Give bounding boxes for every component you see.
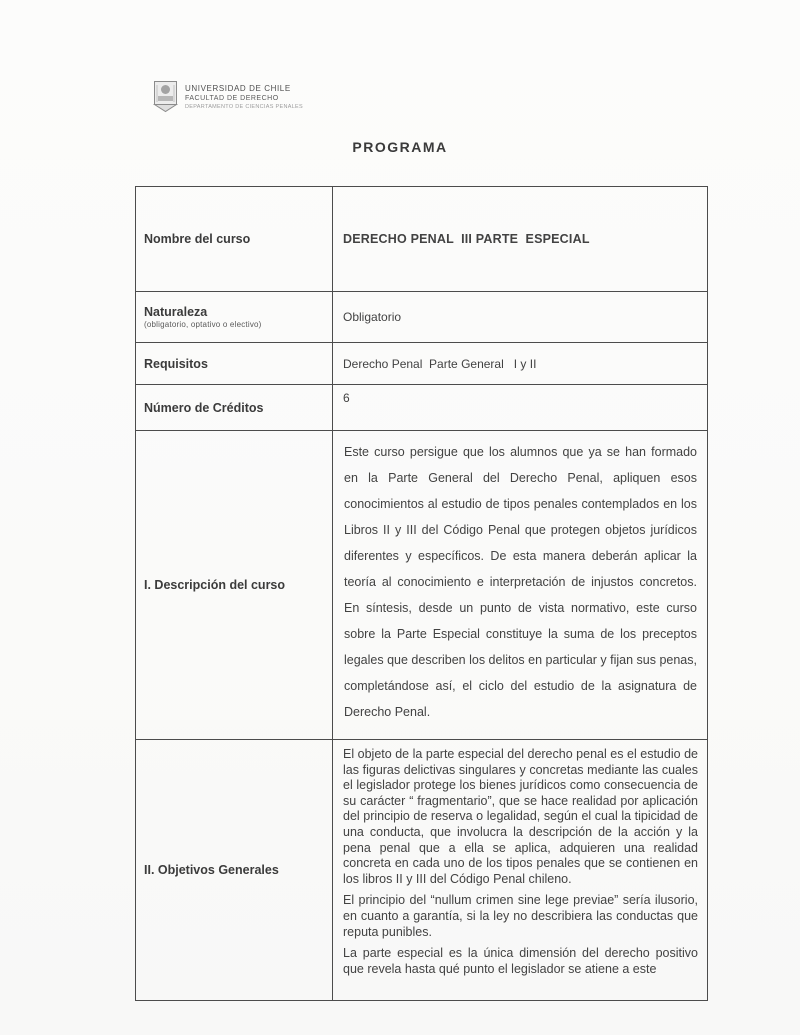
letterhead-faculty: FACULTAD DE DERECHO [185, 95, 279, 102]
row-label-nombre-text: Nombre del curso [144, 232, 251, 246]
row-label-naturaleza-text: Naturaleza [144, 305, 208, 319]
row-value-creditos: 6 [333, 385, 708, 431]
table-row-creditos [136, 385, 708, 431]
row-value-descripcion: Este curso persigue que los alumnos que ya se han formado en la Parte General del Derecho Penal, apliquen esos conocimientos al estudio de tipos penales contemplados en los Libros II y III del Código Penal que protegen objetos jurídicos diferentes y específicos. De esta manera deberán aplicar la teoría al conocimiento e interpretación de injustos concretos. En síntesis, desde un punto de vista normativo, este curso sobre la Parte Especial constituye la suma de los preceptos legales que describen los delitos en particular y fijan sus penas, completándose así, el ciclo del estudio de la asignatura de Derecho Penal. [333, 431, 708, 740]
table-row-objetivos [136, 740, 708, 1001]
objetivos-paragraph: La parte especial es la única dimensión del derecho positivo que revela hasta qué punto el legislador se atiene a este [343, 946, 698, 976]
row-label-naturaleza-sublabel: (obligatorio, optativo o electivo) [144, 320, 262, 329]
row-label-descripcion-text: I. Descripción del curso [144, 578, 286, 592]
letterhead-department: DEPARTAMENTO DE CIENCIAS PENALES [185, 104, 303, 110]
table-row-nombre [136, 187, 708, 292]
objetivos-paragraph: El principio del “nullum crimen sine lege previae” sería ilusorio, en cuanto a garantía, si la ley no describiera las conductas que reputa punibles. [343, 893, 698, 939]
program-table [135, 186, 708, 1001]
row-value-nombre: DERECHO PENAL III PARTE ESPECIAL [333, 187, 708, 292]
letterhead-university: UNIVERSIDAD DE CHILE [185, 84, 291, 93]
university-crest-icon [153, 80, 178, 118]
letterhead-text [185, 80, 303, 110]
row-value-requisitos: Derecho Penal Parte General I y II [333, 343, 708, 385]
letterhead [153, 80, 303, 118]
row-label-naturaleza [136, 292, 333, 343]
row-label-objetivos-text: II. Objetivos Generales [144, 863, 279, 877]
row-label-descripcion [136, 431, 333, 740]
row-label-creditos-text: Número de Créditos [144, 400, 264, 415]
row-value-objetivos [333, 740, 708, 1001]
row-label-requisitos [136, 343, 333, 385]
document-title: PROGRAMA [352, 139, 448, 155]
row-value-naturaleza: Obligatorio [333, 292, 708, 343]
table-row-requisitos [136, 343, 708, 385]
row-label-nombre [136, 187, 333, 292]
table-row-descripcion [136, 431, 708, 740]
objetivos-paragraph: El objeto de la parte especial del derecho penal es el estudio de las figuras delictivas singulares y concretas mediante las cuales el legislador protege los bienes jurídicos como consecuencia de su carácter “ fragmentario”, que se hace realidad por aplicación del principio de reserva o legalidad, según el cual la tipicidad de una conducta, que involucra la descripción de la acción y la pena penal que a ella se aplica, adquieren una realidad concreta en cada uno de los tipos penales que se contienen en los libros II y III del Código Penal chileno. [343, 747, 698, 886]
row-label-objetivos [136, 740, 333, 1001]
table-row-naturaleza [136, 292, 708, 343]
row-label-creditos [136, 385, 333, 431]
row-label-requisitos-text: Requisitos [144, 356, 208, 371]
